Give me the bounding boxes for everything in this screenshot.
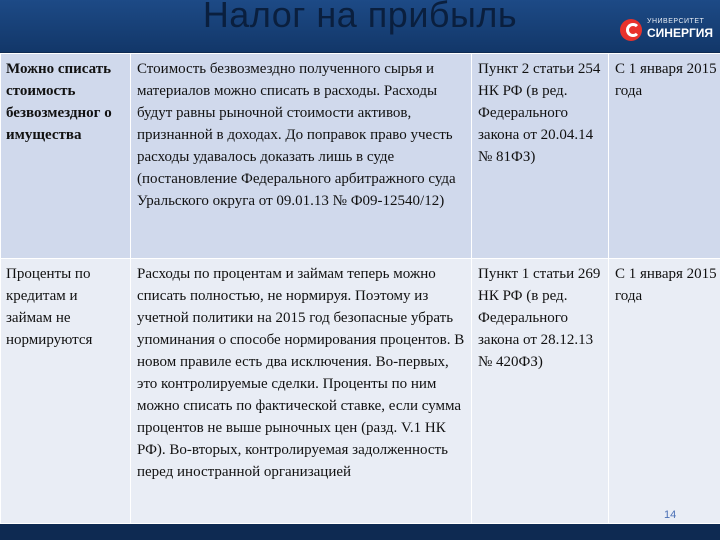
row-description-cell: Стоимость безвозмездно полученного сырья и материалов можно списать в расходы. Расходы будут равны рыночной стоимости активов, признанной в доходах. До поправок право учесть расходы удавалось доказать лишь в суде (постановление Федерального арбитражного суда Уральского округа от 09.01.13 № Ф09-12540/12) [131,54,472,259]
row-law-cell: Пункт 2 статьи 254 НК РФ (в ред. Федерального закона от 20.04.14 № 81ФЗ) [472,54,609,259]
logo-name: СИНЕРГИЯ [647,26,714,40]
slide-header [0,0,720,52]
row-date-cell: С 1 января 2015 года [609,259,720,524]
university-logo [620,17,716,45]
row-item-cell: Проценты по кредитам и займам не нормируются [1,259,131,524]
table-row [1,259,720,524]
synergy-logo-icon [620,19,642,41]
row-item-cell: Можно списать стоимость безвозмездног о имущества [1,54,131,259]
table-row [1,54,720,259]
slide-title: Налог на прибыль [202,0,518,35]
row-description-cell: Расходы по процентам и займам теперь можно списать полностью, не нормируя. Поэтому из учетной политики на 2015 год безопасные убрать упоминания о способе нормирования процентов. В новом правиле есть два исключения. Во-первых, это контролируемые сделки. Проценты по ним можно списать по фактической ставке, если сумма процентов не выше рыночных цен (разд. V.1 НК РФ). Во-вторых, контролируемая задолженность перед иностранной организацией [131,259,472,524]
row-law-cell: Пункт 1 статьи 269 НК РФ (в ред. Федерального закона от 28.12.13 № 420ФЗ) [472,259,609,524]
row-date-cell: С 1 января 2015 года [609,54,720,259]
logo-caption: УНИВЕРСИТЕТ [647,18,705,25]
page-number: 14 [664,509,677,521]
tax-changes-table [0,53,720,524]
